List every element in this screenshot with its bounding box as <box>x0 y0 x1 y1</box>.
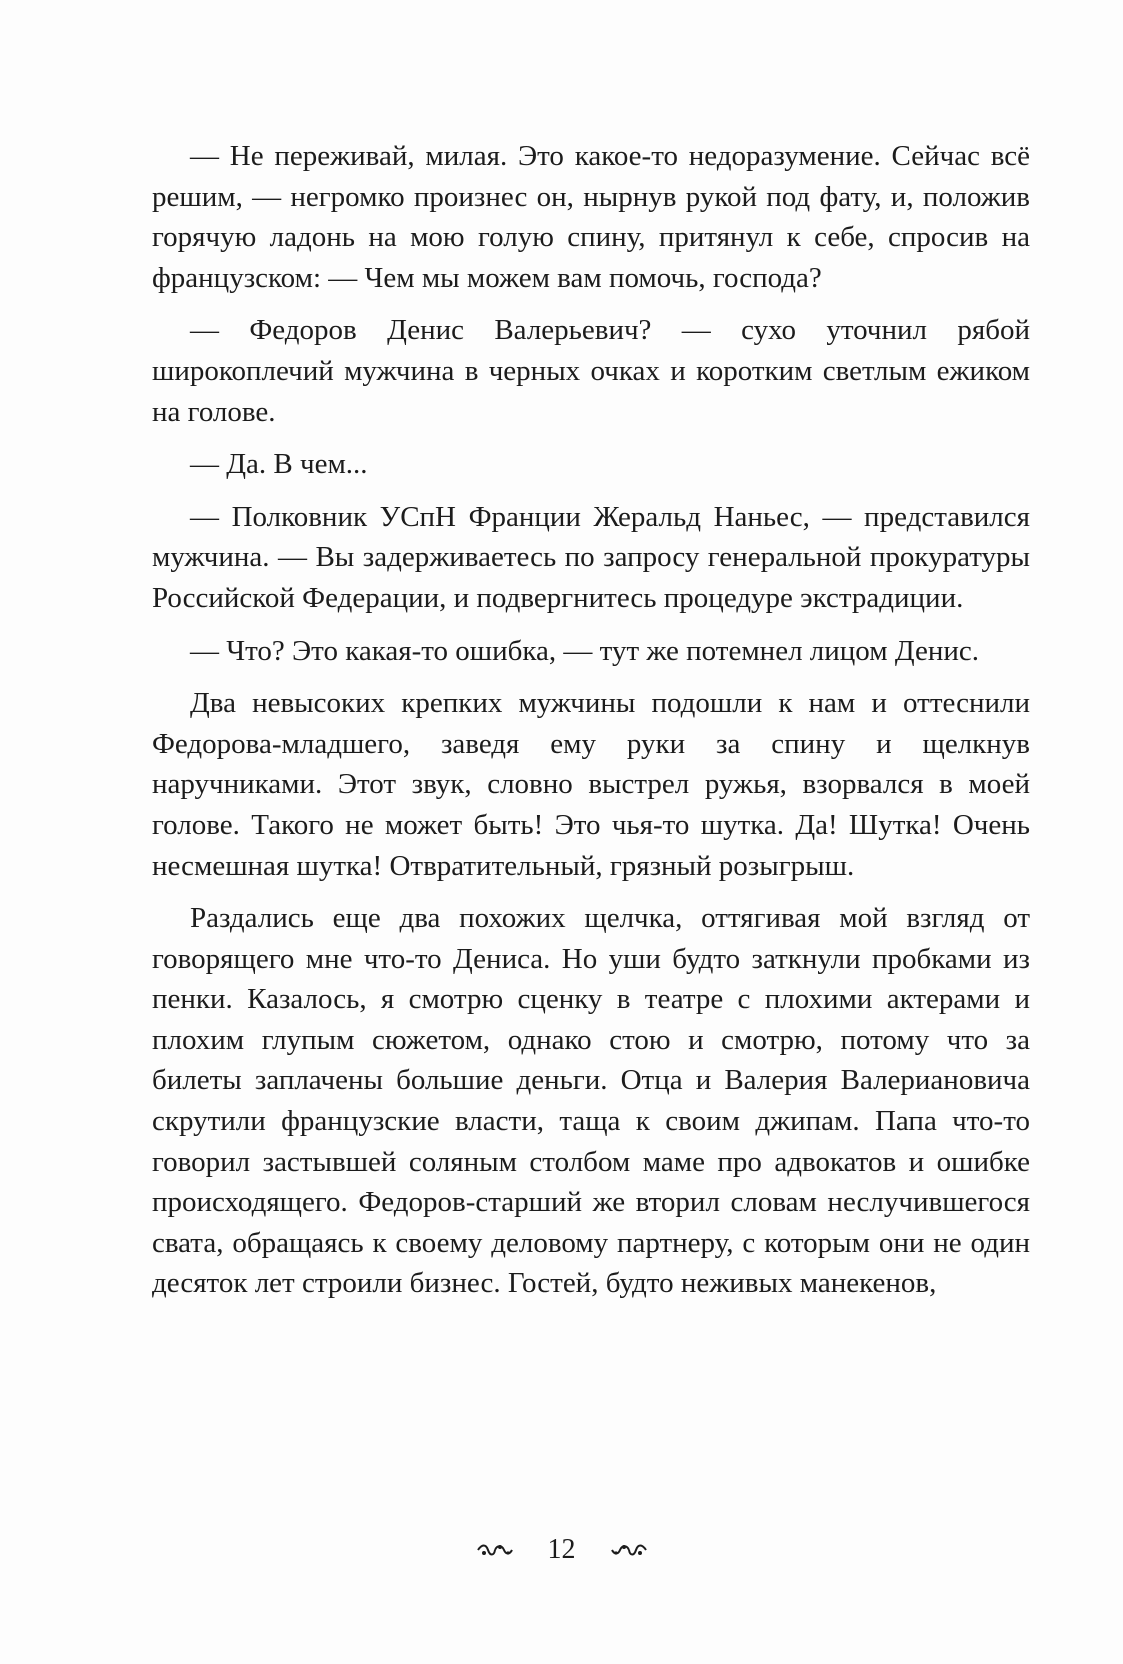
right-ornament-icon <box>610 1542 648 1558</box>
paragraph: Раздались еще два похожих щелчка, оттягивая мой взгляд от говорящего мне что-то Дениса. Но уши будто заткнули пробками из пенки. Казалось, я смотрю сценку в театре с плохими актерами и плохим глупым сюжетом, однако стою и смотрю, потому что за билеты заплачены большие деньги. Отца и Валерия Валериановича скрутили французские власти, таща к своим джипам. Папа что-то говорил застывшей соляным столбом маме про адвокатов и ошибке происходящего. Федоров-старший же вторил словам неслучившегося свата, обращаясь к своему деловому партнеру, с которым они не один десяток лет строили бизнес. Гостей, будто неживых манекенов, <box>152 902 1030 1300</box>
body-text <box>152 136 1030 1316</box>
paragraph: — Федоров Денис Валерьевич? — сухо уточнил рябой широкоплечий мужчина в черных очках и коротким светлым ежиком на голове. <box>152 314 1030 428</box>
paragraph: — Да. В чем... <box>190 448 368 481</box>
paragraph: — Что? Это какая-то ошибка, — тут же потемнел лицом Денис. <box>190 634 980 667</box>
page-number: 12 <box>547 1534 576 1565</box>
left-ornament-icon <box>476 1542 514 1558</box>
page-footer <box>0 1530 1123 1570</box>
paragraph: Два невысоких крепких мужчины подошли к нам и оттеснили Федорова-младшего, заведя ему руки за спину и щелкнув наручниками. Этот звук, словно выстрел ружья, взорвался в моей голове. Такого не может быть! Это чья-то шутка. Да! Шутка! Очень несмешная шутка! Отвратительный, грязный розыгрыш. <box>152 687 1030 882</box>
paragraph: — Не переживай, милая. Это какое-то недоразумение. Сейчас всё решим, — негромко произнес он, нырнув рукой под фату, и, положив горячую ладонь на мою голую спину, притянул к себе, спросив на французском: — Чем мы можем вам помочь, господа? <box>152 140 1030 294</box>
paragraph: — Полковник УСпН Франции Жеральд Наньес, — представился мужчина. — Вы задерживаетесь по запросу генеральной прокуратуры Российской Федерации, и подвергнитесь процедуре экстрадиции. <box>152 500 1030 614</box>
